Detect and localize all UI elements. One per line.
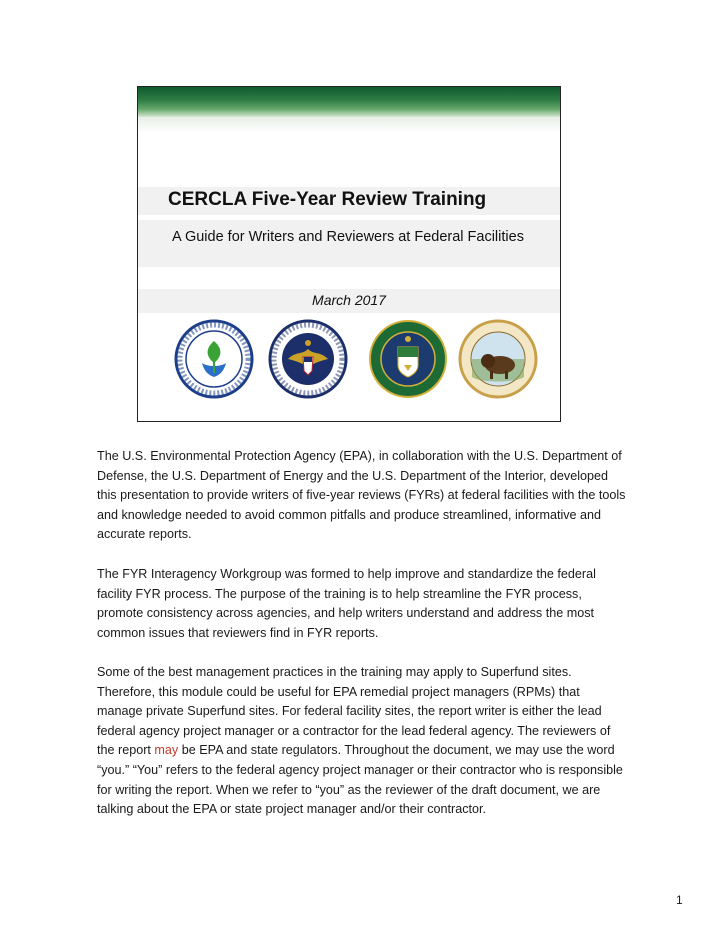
page-number: 1 [676, 893, 683, 907]
epa-seal-icon [174, 319, 254, 399]
notes-paragraph-2: The FYR Interagency Workgroup was formed to help improve and standardize the federal facility FYR process. The purpose of the training is to help streamline the FYR process, promote consistency across agencies, and help writers understand and address the most common issues that reviewers find in FYR reports. [97, 567, 596, 640]
slide-title: CERCLA Five-Year Review Training [168, 189, 487, 210]
notes-paragraph-3 [97, 663, 627, 820]
notes-paragraph-1: The U.S. Environmental Protection Agency (EPA), in collaboration with the U.S. Department of Defense, the U.S. Department of Energy and the U.S. Department of the Interior, developed this presentation to provide writers of five-year reviews (FYRs) at federal facilities with the tools and knowledge needed to avoid common pitfalls and produce streamlined, informative and accurate reports. [97, 449, 626, 542]
slide-thumbnail [137, 86, 561, 422]
doi-seal-icon [458, 319, 538, 399]
slide-band-fade [138, 117, 560, 133]
slide-subtitle: A Guide for Writers and Reviewers at Federal Facilities [172, 229, 524, 245]
slide-header-band [138, 87, 560, 117]
notes-paragraph-3-start: Some of the best management practices in the training may apply to Superfund sites. Therefore, this module could be useful for EPA remedial project managers (RPMs) that manage private Superfund sites. For federal facility sites, the report writer is either the lead federal agency project manager or a contractor for the lead federal agency. The reviewers of the report [97, 665, 611, 758]
slide-date: March 2017 [312, 292, 386, 308]
dod-seal-icon [268, 319, 348, 399]
highlighted-word-may: may [154, 743, 179, 758]
notes-paragraph-3-end: be EPA and state regulators. Throughout the document, we may use the word “you.” “You” refers to the federal agency project manager or their contractor who is responsible for writing the report. When we refer to “you” as the reviewer of the draft document, we are talking about the EPA or state project manager and/or their contractor. [97, 743, 623, 817]
doe-seal-icon [368, 319, 448, 399]
